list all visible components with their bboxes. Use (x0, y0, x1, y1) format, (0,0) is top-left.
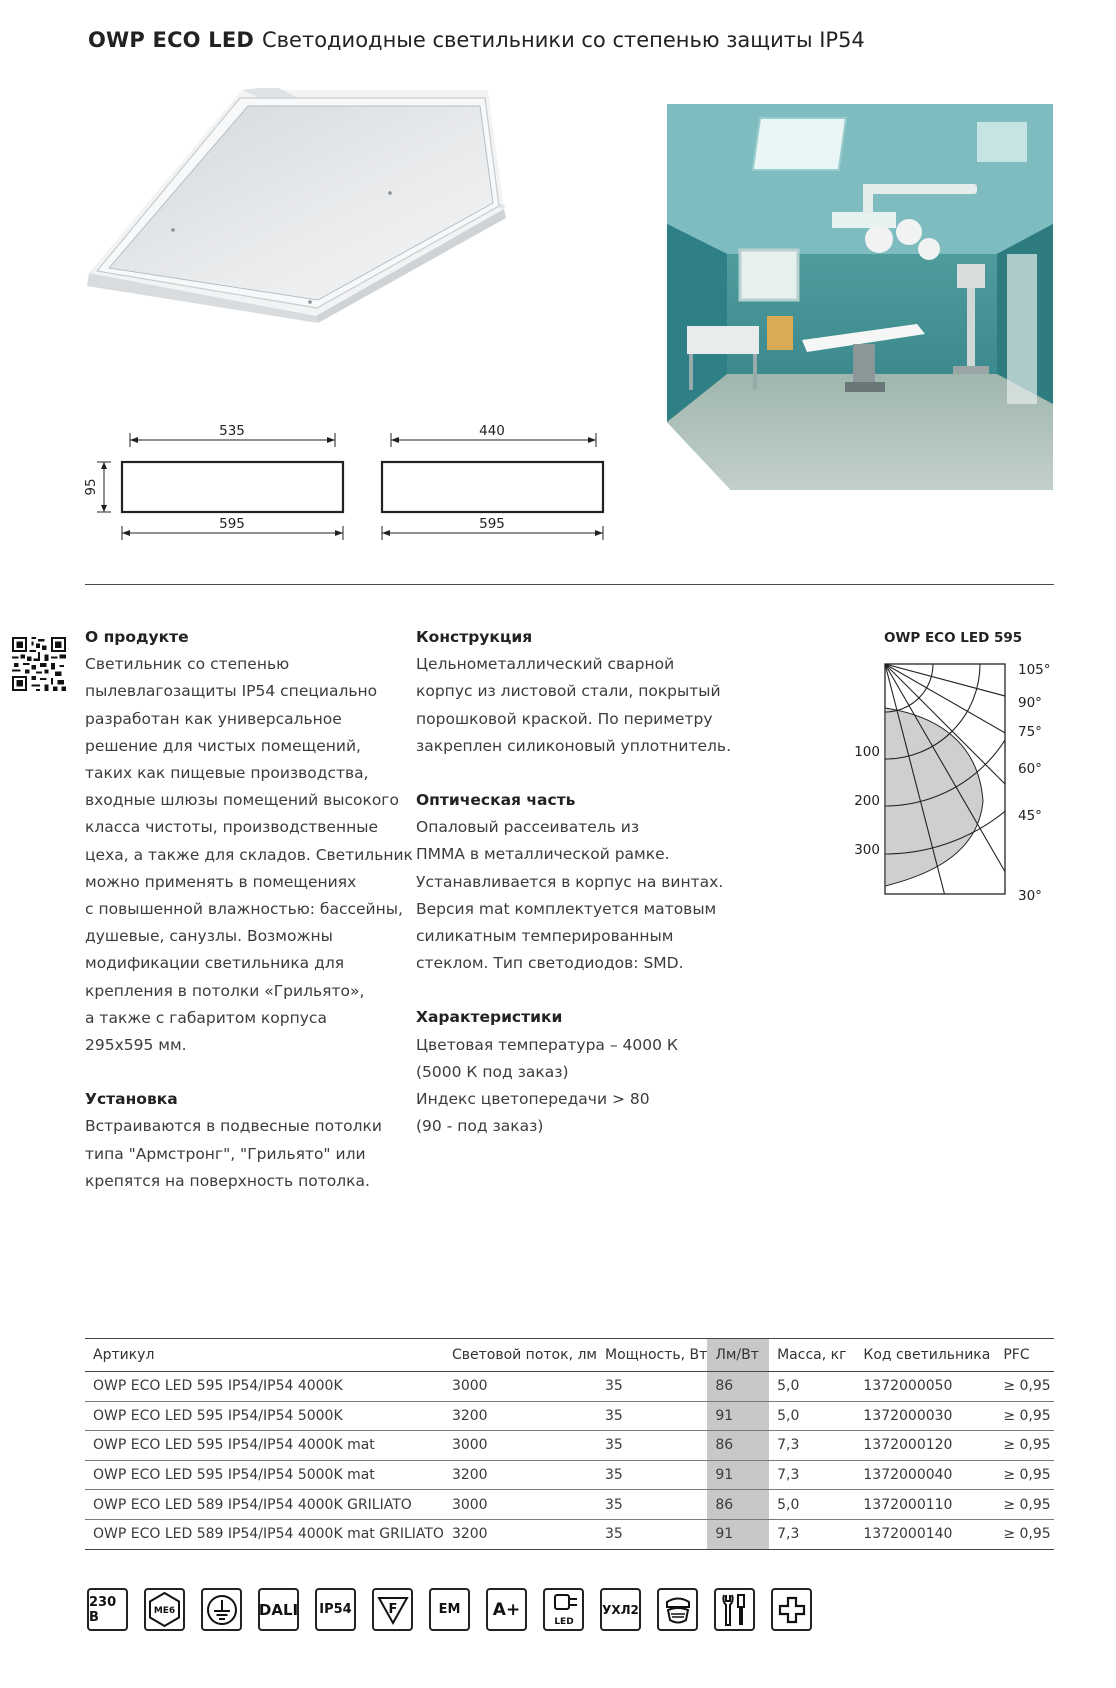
dim-right-top: 440 (479, 423, 505, 439)
optics-text: Опаловый рассеиватель из ПММА в металлической рамке. Устанавливается в корпус на винтах. Версия mat комплектуется матовым силикатным темперированным стеклом. Тип светодиодов: SMD. (416, 818, 724, 973)
cell-article: OWP ECO LED 595 IP54/IP54 5000K mat (85, 1460, 444, 1490)
cell-efficacy: 91 (707, 1401, 769, 1431)
page-title (88, 28, 865, 52)
cell-flux: 3200 (444, 1460, 597, 1490)
svg-text:LED: LED (553, 1616, 574, 1627)
cell-power: 35 (597, 1431, 707, 1461)
cell-power: 35 (597, 1401, 707, 1431)
cell-code: 1372000040 (855, 1460, 995, 1490)
table-row (85, 1401, 1054, 1431)
table-header-row (85, 1339, 1054, 1372)
cell-code: 1372000030 (855, 1401, 995, 1431)
cell-article: OWP ECO LED 595 IP54/IP54 4000K mat (85, 1431, 444, 1461)
polar-diagram (850, 656, 1062, 902)
angle-45: 45° (1018, 808, 1042, 824)
cell-code: 1372000120 (855, 1431, 995, 1461)
cell-pfc: ≥ 0,95 (995, 1460, 1054, 1490)
operating-room-photo (667, 104, 1053, 490)
ground-icon (201, 1588, 242, 1631)
cell-mass: 5,0 (769, 1490, 855, 1520)
cell-pfc: ≥ 0,95 (995, 1490, 1054, 1520)
cell-power: 35 (597, 1519, 707, 1549)
section-divider (85, 584, 1054, 585)
cell-article: OWP ECO LED 595 IP54/IP54 4000K (85, 1372, 444, 1402)
radial-300: 300 (854, 842, 880, 858)
angle-105: 105° (1018, 662, 1051, 678)
cell-efficacy: 91 (707, 1460, 769, 1490)
cell-flux: 3000 (444, 1372, 597, 1402)
cell-mass: 7,3 (769, 1519, 855, 1549)
angle-90: 90° (1018, 695, 1042, 711)
cell-article: OWP ECO LED 595 IP54/IP54 5000K (85, 1401, 444, 1431)
cell-article: OWP ECO LED 589 IP54/IP54 4000K GRILIATO (85, 1490, 444, 1520)
table-row (85, 1519, 1054, 1549)
cell-mass: 7,3 (769, 1431, 855, 1461)
qr-code-icon (12, 636, 66, 692)
characteristics-text: Цветовая температура – 4000 К (5000 К под заказ) Индекс цветопередачи > 80 (90 - под заказ) (416, 1035, 678, 1136)
characteristics-heading: Характеристики (416, 1008, 563, 1027)
cell-efficacy: 91 (707, 1519, 769, 1549)
product-subtitle: Светодиодные светильники со степенью защиты IP54 (262, 28, 865, 52)
uhl2-icon: УХЛ2 (600, 1588, 641, 1631)
led-icon (543, 1588, 584, 1631)
product-name: OWP ECO LED (88, 28, 254, 52)
cell-mass: 5,0 (769, 1372, 855, 1402)
dim-left-bottom: 595 (219, 516, 245, 532)
cell-flux: 3000 (444, 1490, 597, 1520)
cell-pfc: ≥ 0,95 (995, 1431, 1054, 1461)
table-row (85, 1460, 1054, 1490)
product-table (85, 1338, 1054, 1550)
cell-article: OWP ECO LED 589 IP54/IP54 4000K mat GRILIATO (85, 1519, 444, 1549)
ip54-icon: IP54 (315, 1588, 356, 1631)
col-code: Код светильника (855, 1339, 995, 1372)
angle-30: 30° (1018, 888, 1042, 902)
installation-text: Встраиваются в подвесные потолки типа "Армстронг", "Грильято" или крепятся на поверхность потолка. (85, 1117, 382, 1190)
cell-mass: 7,3 (769, 1460, 855, 1490)
cell-flux: 3000 (444, 1431, 597, 1461)
angle-75: 75° (1018, 724, 1042, 740)
construction-section (416, 624, 746, 1140)
energy-class-icon: A+ (486, 1588, 527, 1631)
medical-cross-icon (771, 1588, 812, 1631)
about-text: Светильник со степенью пылевлагозащиты IP54 специально разработан как универсальное решение для чистых помещений, таких как пищевые производства, входные шлюзы помещений высокого класса чистоты, производственные цеха, а также для складов. Светильник можно применять в помещениях с повышенной влажностью: бассейны, душевые, санузлы. Возможны модификации светильника для крепления в потолки «Грильято», а также с габаритом корпуса 295x595 мм. (85, 655, 413, 1055)
table-row (85, 1490, 1054, 1520)
em-icon: EM (429, 1588, 470, 1631)
col-efficacy: Лм/Вт (707, 1339, 769, 1372)
construction-heading: Конструкция (416, 628, 533, 646)
cell-pfc: ≥ 0,95 (995, 1519, 1054, 1549)
about-section (85, 624, 415, 1195)
col-pfc: PFC (995, 1339, 1054, 1372)
about-heading: О продукте (85, 628, 189, 646)
tools-icon (714, 1588, 755, 1631)
table-row (85, 1372, 1054, 1402)
cell-flux: 3200 (444, 1401, 597, 1431)
voltage-icon: 230 B (87, 1588, 128, 1631)
radial-200: 200 (854, 793, 880, 809)
radial-100: 100 (854, 744, 880, 760)
dim-left-top: 535 (219, 423, 245, 439)
cell-flux: 3200 (444, 1519, 597, 1549)
cell-efficacy: 86 (707, 1490, 769, 1520)
cell-power: 35 (597, 1460, 707, 1490)
luminaire-render (85, 88, 525, 328)
dimension-drawing (80, 418, 620, 548)
cell-power: 35 (597, 1372, 707, 1402)
col-article: Артикул (85, 1339, 444, 1372)
cell-code: 1372000110 (855, 1490, 995, 1520)
angle-60: 60° (1018, 761, 1042, 777)
f-mark-icon (372, 1588, 413, 1631)
cell-code: 1372000050 (855, 1372, 995, 1402)
mask-icon (657, 1588, 698, 1631)
dali-icon: DALI (258, 1588, 299, 1631)
cell-mass: 5,0 (769, 1401, 855, 1431)
installation-heading: Установка (85, 1090, 178, 1109)
polar-diagram-title: OWP ECO LED 595 (884, 630, 1023, 646)
table-row (85, 1431, 1054, 1461)
cell-efficacy: 86 (707, 1372, 769, 1402)
svg-text:F: F (388, 1601, 397, 1617)
dim-right-bottom: 595 (479, 516, 505, 532)
svg-text:ME6: ME6 (153, 1606, 176, 1616)
col-mass: Масса, кг (769, 1339, 855, 1372)
cell-code: 1372000140 (855, 1519, 995, 1549)
cell-power: 35 (597, 1490, 707, 1520)
col-power: Мощность, Вт (597, 1339, 707, 1372)
construction-text: Цельнометаллический сварной корпус из листовой стали, покрытый порошковой краской. По периметру закреплен силиконовый уплотнитель. (416, 655, 731, 755)
cell-pfc: ≥ 0,95 (995, 1401, 1054, 1431)
dim-height: 95 (83, 478, 99, 496)
cell-efficacy: 86 (707, 1431, 769, 1461)
cell-pfc: ≥ 0,95 (995, 1372, 1054, 1402)
optics-heading: Оптическая часть (416, 791, 576, 810)
me6-icon (144, 1588, 185, 1631)
col-flux: Световой поток, лм (444, 1339, 597, 1372)
